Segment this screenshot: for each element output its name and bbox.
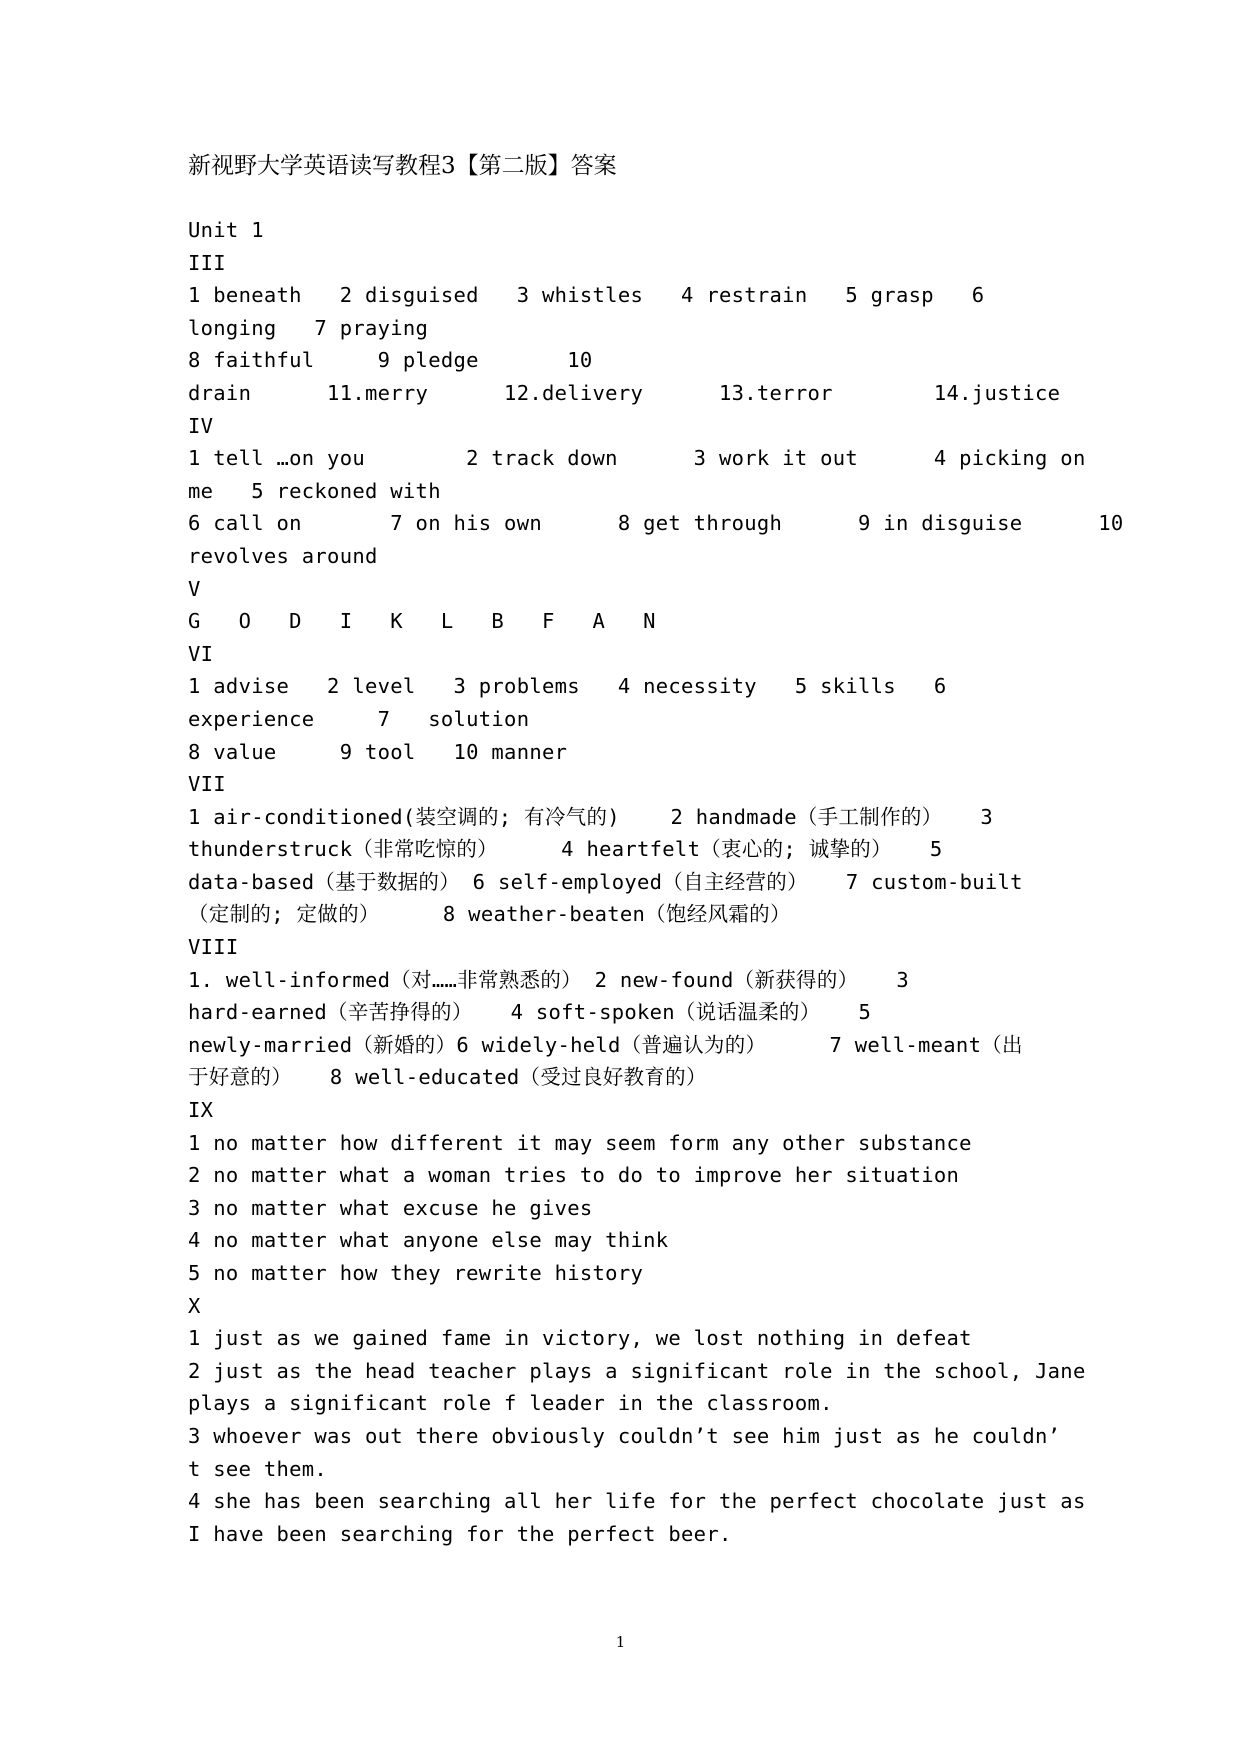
text-line: V [188, 576, 201, 601]
answer-text-body [188, 214, 1124, 1550]
text-line: 8 faithful 9 pledge 10 [188, 348, 593, 373]
text-line: 2 just as the head teacher plays a significant role in the school, Jane [188, 1358, 1086, 1383]
text-line: Unit 1 [188, 218, 264, 242]
text-line: IV [188, 413, 214, 438]
text-line: 4 no matter what anyone else may think [188, 1228, 669, 1253]
text-line: 6 call on 7 on his own 8 get through 9 in disguise 10 [188, 511, 1124, 536]
text-line: （定制的; 定做的） 8 weather-beaten（饱经风霜的） [188, 902, 791, 927]
text-line: t see them. [188, 1456, 328, 1481]
text-line: 1 tell …on you 2 track down 3 work it out 4 picking on [188, 446, 1086, 471]
text-line: 3 no matter what excuse he gives [188, 1195, 593, 1220]
text-line: G O D I K L B F A N [188, 609, 656, 634]
text-line: me 5 reckoned with [188, 478, 441, 503]
text-line: plays a significant role f leader in the classroom. [188, 1391, 833, 1416]
text-line: X [188, 1293, 201, 1318]
document-title: 新视野大学英语读写教程3【第二版】答案 [188, 153, 617, 179]
text-line: drain 11.merry 12.delivery 13.terror 14.justice [188, 380, 1061, 405]
text-line: 1 just as we gained fame in victory, we lost nothing in defeat [188, 1326, 972, 1351]
text-line: 4 she has been searching all her life for the perfect chocolate just as [188, 1489, 1086, 1514]
text-line: 1 no matter how different it may seem form any other substance [188, 1130, 972, 1155]
text-line: 3 whoever was out there obviously couldn’t see him just as he couldn’ [188, 1423, 1061, 1448]
text-line: VII [188, 772, 226, 797]
text-line: experience 7 solution [188, 706, 530, 731]
text-line: revolves around [188, 543, 378, 568]
text-line: 1 air-conditioned(装空调的; 有冷气的) 2 handmade（手工制作的） 3 [188, 804, 994, 829]
text-line: longing 7 praying [188, 315, 429, 340]
text-line: 1. well-informed（对……非常熟悉的） 2 new-found（新获得的） 3 [188, 967, 910, 992]
text-line: 1 beneath 2 disguised 3 whistles 4 restrain 5 grasp 6 [188, 283, 985, 308]
text-line: 2 no matter what a woman tries to do to improve her situation [188, 1163, 960, 1188]
text-line: VIII [188, 935, 239, 960]
text-line: 于好意的） 8 well-educated（受过良好教育的） [188, 1065, 707, 1090]
text-line: IX [188, 1098, 214, 1123]
page-number: 1 [615, 1633, 626, 1651]
text-line: data-based（基于数据的） 6 self-employed（自主经营的） 7 custom-built [188, 869, 1023, 894]
text-line: hard-earned（辛苦挣得的） 4 soft-spoken（说话温柔的） 5 [188, 1000, 872, 1025]
text-line: newly-married（新婚的）6 widely-held（普遍认为的） 7 well-meant（出 [188, 1032, 1023, 1057]
text-line: 8 value 9 tool 10 manner [188, 739, 568, 764]
text-line: 5 no matter how they rewrite history [188, 1261, 644, 1285]
text-line: VI [188, 641, 214, 666]
text-line: 1 advise 2 level 3 problems 4 necessity 5 skills 6 [188, 674, 947, 699]
text-line: thunderstruck（非常吃惊的） 4 heartfelt（衷心的; 诚挚的） 5 [188, 837, 943, 862]
text-line: III [188, 250, 226, 275]
text-line: I have been searching for the perfect beer. [188, 1521, 732, 1546]
